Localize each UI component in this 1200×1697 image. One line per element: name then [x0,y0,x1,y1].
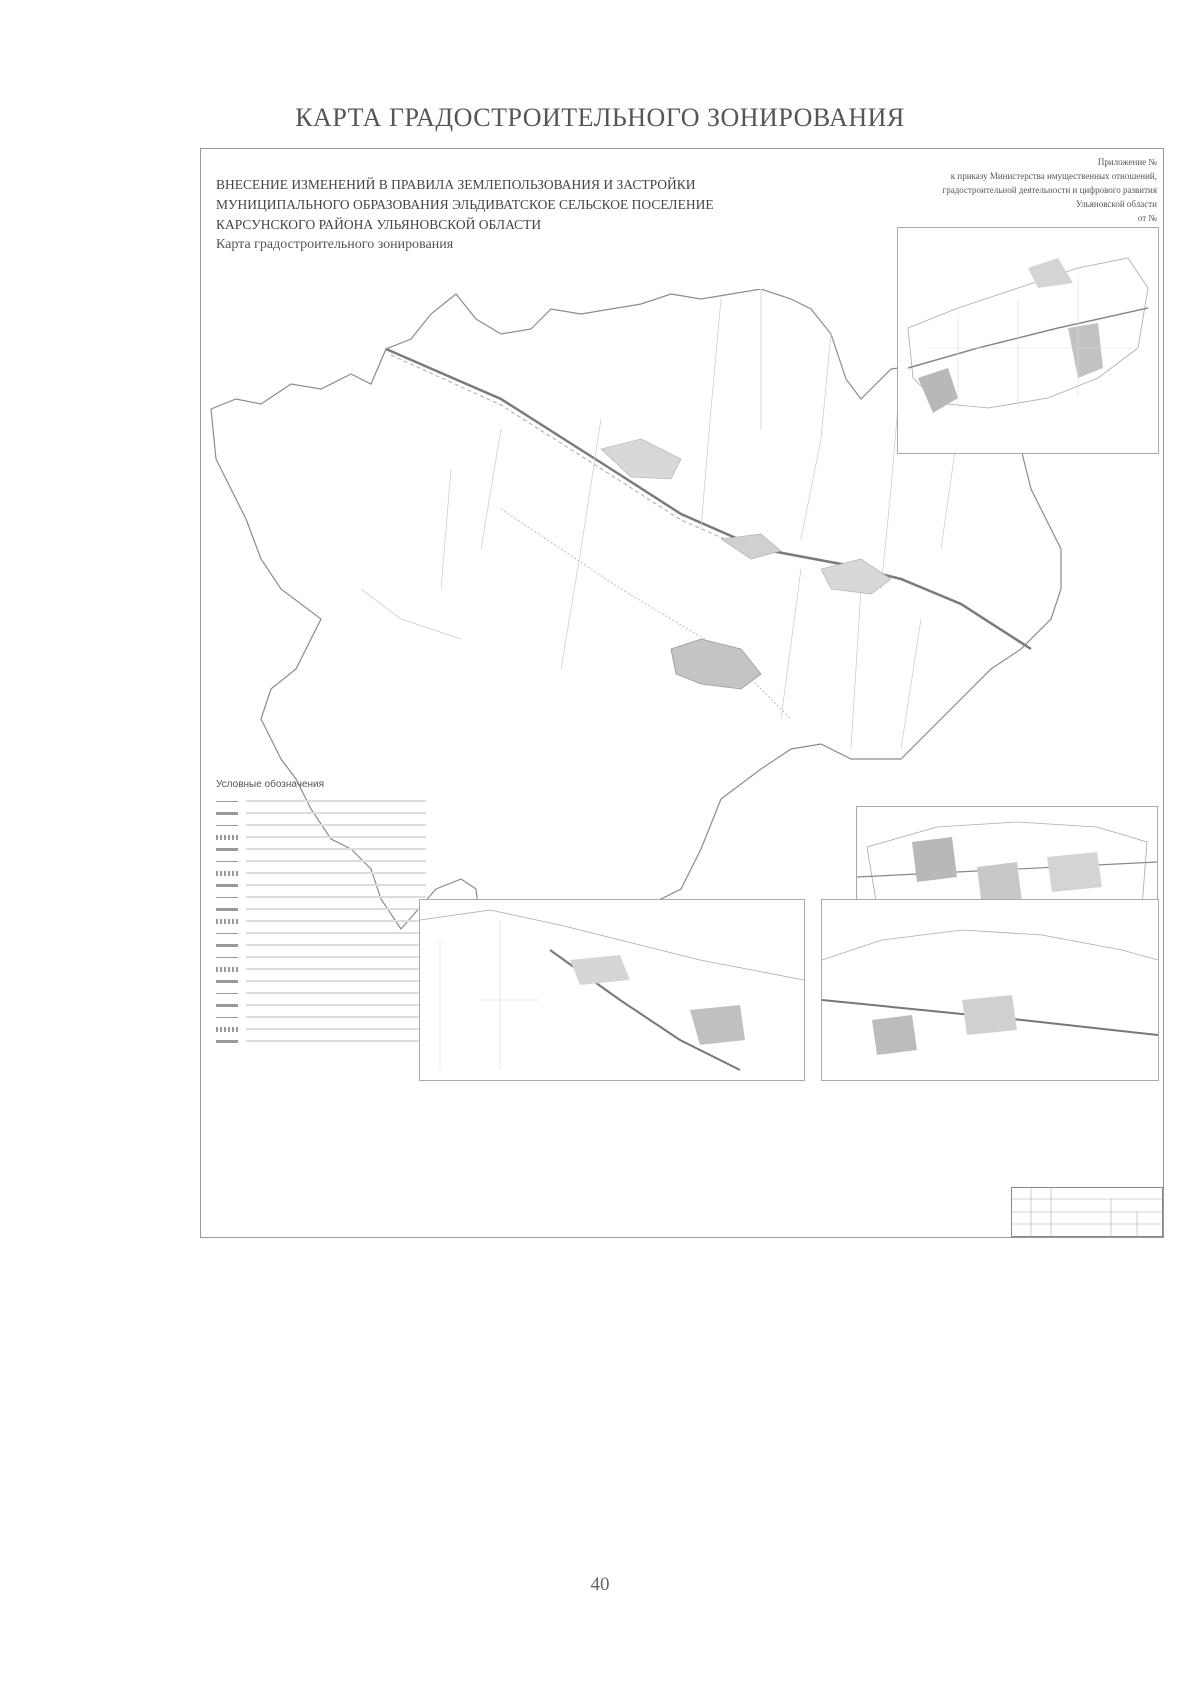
legend-item [216,904,426,914]
approval-line-3: градостроительной деятельности и цифрового развития [942,185,1157,195]
legend-swatch [216,933,238,934]
legend-swatch [216,848,238,851]
legend-swatch [216,812,238,815]
approval-block [857,155,1157,225]
settlement-zone-1 [671,639,761,689]
legend-swatch [216,871,238,876]
inset-map-top-right [897,227,1159,454]
legend-text-placeholder [246,944,426,946]
drawing-stamp [1011,1187,1163,1237]
legend-text-placeholder [246,836,426,838]
sheet-header [216,175,714,255]
inset-map-bottom-center [419,899,805,1081]
legend-swatch [216,884,238,887]
legend-swatch [216,919,238,924]
settlement-zone-4 [721,534,781,559]
legend-swatch [216,835,238,840]
stamp-grid [1011,1187,1163,1237]
legend-item [216,868,426,878]
legend-item [216,844,426,854]
approval-line-1: Приложение № [1097,157,1157,167]
legend-item [216,832,426,842]
legend-text-placeholder [246,980,426,982]
legend-swatch [216,957,238,958]
legend-text-placeholder [246,1016,426,1018]
legend-swatch [216,825,238,826]
legend-item [216,988,426,998]
inset-map-bottom-right [821,899,1159,1081]
legend-swatch [216,944,238,947]
legend-text-placeholder [246,896,426,898]
legend-text-placeholder [246,992,426,994]
legend-item [216,1000,426,1010]
legend-text-placeholder [246,1004,426,1006]
legend-item [216,916,426,926]
legend-item [216,928,426,938]
legend-item [216,1036,426,1046]
legend-text-placeholder [246,1040,426,1042]
legend [216,779,426,1048]
legend-item [216,940,426,950]
inset-drawing [420,900,804,1080]
legend-item [216,1024,426,1034]
legend-swatch [216,897,238,898]
approval-line-2: к приказу Министерства имущественных отношений, [950,171,1157,181]
approval-line-5: от № [1137,213,1157,223]
map-subtitle: Карта градостроительного зонирования [216,237,454,252]
legend-swatch [216,1017,238,1018]
legend-item [216,808,426,818]
legend-text-placeholder [246,956,426,958]
legend-text-placeholder [246,920,426,922]
legend-swatch [216,861,238,862]
header-line-2: МУНИЦИПАЛЬНОГО ОБРАЗОВАНИЯ ЭЛЬДИВАТСКОЕ СЕЛЬСКОЕ ПОСЕЛЕНИЕ [216,197,714,212]
legend-text-placeholder [246,908,426,910]
legend-item [216,952,426,962]
legend-text-placeholder [246,932,426,934]
legend-text-placeholder [246,968,426,970]
legend-swatch [216,993,238,994]
header-line-1: ВНЕСЕНИЕ ИЗМЕНЕНИЙ В ПРАВИЛА ЗЕМЛЕПОЛЬЗОВАНИЯ И ЗАСТРОЙКИ [216,177,696,192]
legend-text-placeholder [246,848,426,850]
legend-text-placeholder [246,824,426,826]
legend-swatch [216,1027,238,1032]
legend-item [216,892,426,902]
legend-item [216,796,426,806]
inset-drawing [898,228,1158,453]
legend-item [216,964,426,974]
legend-item [216,820,426,830]
legend-text-placeholder [246,860,426,862]
page-title: КАРТА ГРАДОСТРОИТЕЛЬНОГО ЗОНИРОВАНИЯ [295,103,905,132]
legend-title: Условные обозначения [216,779,325,790]
header-line-3: КАРСУНСКОГО РАЙОНА УЛЬЯНОВСКОЙ ОБЛАСТИ [216,217,542,232]
legend-swatch [216,908,238,911]
field-lines [361,289,961,749]
approval-line-4: Ульяновской области [1075,199,1157,209]
map-sheet [200,148,1164,1238]
legend-text-placeholder [246,1028,426,1030]
legend-text-placeholder [246,800,426,802]
legend-text-placeholder [246,884,426,886]
legend-swatch [216,967,238,972]
legend-item [216,976,426,986]
legend-swatch [216,1004,238,1007]
legend-text-placeholder [246,812,426,814]
page-number: 40 [590,1574,610,1595]
legend-swatch [216,801,238,802]
legend-item [216,856,426,866]
settlement-zone-3 [821,559,891,594]
settlement-zone-2 [601,439,681,479]
legend-text-placeholder [246,872,426,874]
legend-swatch [216,980,238,983]
legend-item [216,880,426,890]
legend-item [216,1012,426,1022]
legend-swatch [216,1040,238,1043]
inset-drawing [822,900,1158,1080]
